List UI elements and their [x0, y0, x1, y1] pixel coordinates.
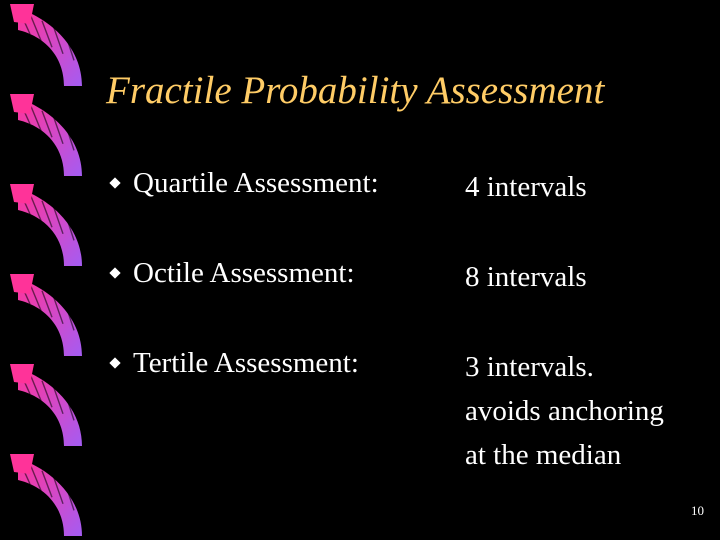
spiral-tab — [10, 274, 34, 294]
page-number: 10 — [691, 503, 704, 518]
item-value-line: 4 intervals — [465, 171, 587, 203]
item-value-line: at the median — [465, 439, 622, 471]
spiral-tab — [10, 94, 34, 114]
item-value-line: 3 intervals. — [465, 351, 594, 383]
spiral-tab — [10, 4, 34, 24]
item-label: Quartile Assessment: — [133, 167, 379, 199]
item-value — [465, 345, 664, 477]
diamond-bullet-icon — [109, 357, 120, 368]
slide-title: Fractile Probability Assessment — [106, 69, 605, 112]
spiral-binding-icon — [0, 0, 100, 540]
diamond-bullet-icon — [109, 267, 120, 278]
item-value — [465, 165, 587, 209]
item-value-line: avoids anchoring — [465, 395, 664, 427]
spiral-tab — [10, 184, 34, 204]
item-label: Octile Assessment: — [133, 257, 355, 289]
item-value-line: 8 intervals — [465, 261, 587, 293]
spiral-tab — [10, 454, 34, 474]
spiral-tab — [10, 364, 34, 384]
item-value — [465, 255, 587, 299]
item-label: Tertile Assessment: — [133, 347, 359, 379]
diamond-bullet-icon — [109, 177, 120, 188]
